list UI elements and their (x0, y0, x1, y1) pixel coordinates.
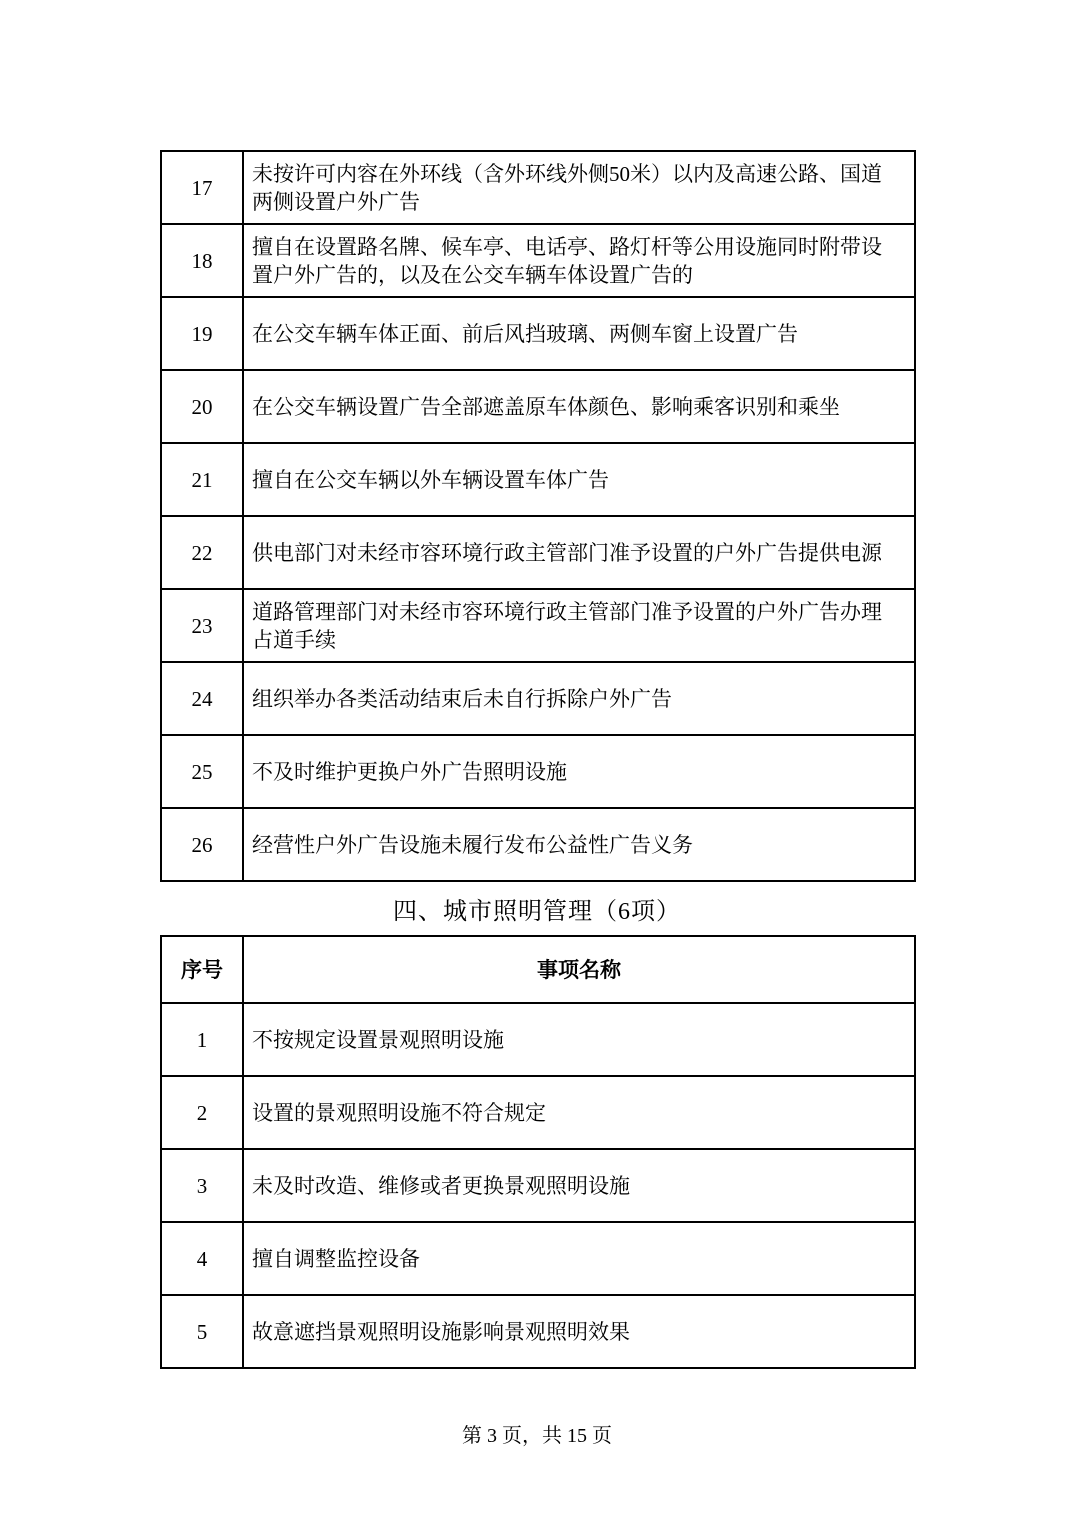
row-number: 3 (161, 1149, 243, 1222)
row-item-name: 在公交车辆设置广告全部遮盖原车体颜色、影响乘客识别和乘坐 (243, 370, 915, 443)
row-item-name: 未及时改造、维修或者更换景观照明设施 (243, 1149, 915, 1222)
row-item-name: 不按规定设置景观照明设施 (243, 1003, 915, 1076)
table-row (161, 589, 915, 662)
table-row (161, 735, 915, 808)
table-body (161, 151, 915, 881)
table-body (161, 936, 915, 1003)
row-number: 26 (161, 808, 243, 881)
row-item-name: 擅自在设置路名牌、候车亭、电话亭、路灯杆等公用设施同时附带设置户外广告的，以及在公交车辆车体设置广告的 (243, 224, 915, 297)
column-header-item-name: 事项名称 (243, 936, 915, 1003)
row-number: 21 (161, 443, 243, 516)
table-row (161, 443, 915, 516)
row-item-name: 擅自在公交车辆以外车辆设置车体广告 (243, 443, 915, 516)
table-row (161, 1076, 915, 1149)
table-row (161, 151, 915, 224)
row-number: 5 (161, 1295, 243, 1368)
table-body (161, 1003, 915, 1368)
row-item-name: 组织举办各类活动结束后未自行拆除户外广告 (243, 662, 915, 735)
table-row (161, 662, 915, 735)
row-number: 18 (161, 224, 243, 297)
section-heading-city-lighting: 四、城市照明管理（6项） (393, 899, 681, 925)
row-number: 22 (161, 516, 243, 589)
table-row (161, 1149, 915, 1222)
row-item-name: 故意遮挡景观照明设施影响景观照明效果 (243, 1295, 915, 1368)
table-header-row (161, 936, 915, 1003)
city-lighting-items-table (160, 935, 916, 1369)
table-row (161, 1222, 915, 1295)
page-content (160, 0, 914, 1448)
outdoor-advertising-items-table (160, 150, 916, 882)
row-item-name: 经营性户外广告设施未履行发布公益性广告义务 (243, 808, 915, 881)
table-row (161, 224, 915, 297)
table-row (161, 297, 915, 370)
row-number: 24 (161, 662, 243, 735)
row-number: 17 (161, 151, 243, 224)
row-item-name: 道路管理部门对未经市容环境行政主管部门准予设置的户外广告办理占道手续 (243, 589, 915, 662)
row-number: 4 (161, 1222, 243, 1295)
row-number: 20 (161, 370, 243, 443)
row-item-name: 供电部门对未经市容环境行政主管部门准予设置的户外广告提供电源 (243, 516, 915, 589)
row-number: 25 (161, 735, 243, 808)
row-item-name: 不及时维护更换户外广告照明设施 (243, 735, 915, 808)
row-item-name: 未按许可内容在外环线（含外环线外侧50米）以内及高速公路、国道两侧设置户外广告 (243, 151, 915, 224)
table-row (161, 516, 915, 589)
table-row (161, 1295, 915, 1368)
row-number: 23 (161, 589, 243, 662)
table-row (161, 808, 915, 881)
table-row (161, 1003, 915, 1076)
column-header-number: 序号 (161, 936, 243, 1003)
row-number: 19 (161, 297, 243, 370)
table-row (161, 370, 915, 443)
row-number: 1 (161, 1003, 243, 1076)
row-item-name: 在公交车辆车体正面、前后风挡玻璃、两侧车窗上设置广告 (243, 297, 915, 370)
page-number-footer: 第 3 页，共 15 页 (462, 1425, 612, 1447)
row-item-name: 设置的景观照明设施不符合规定 (243, 1076, 915, 1149)
row-item-name: 擅自调整监控设备 (243, 1222, 915, 1295)
row-number: 2 (161, 1076, 243, 1149)
